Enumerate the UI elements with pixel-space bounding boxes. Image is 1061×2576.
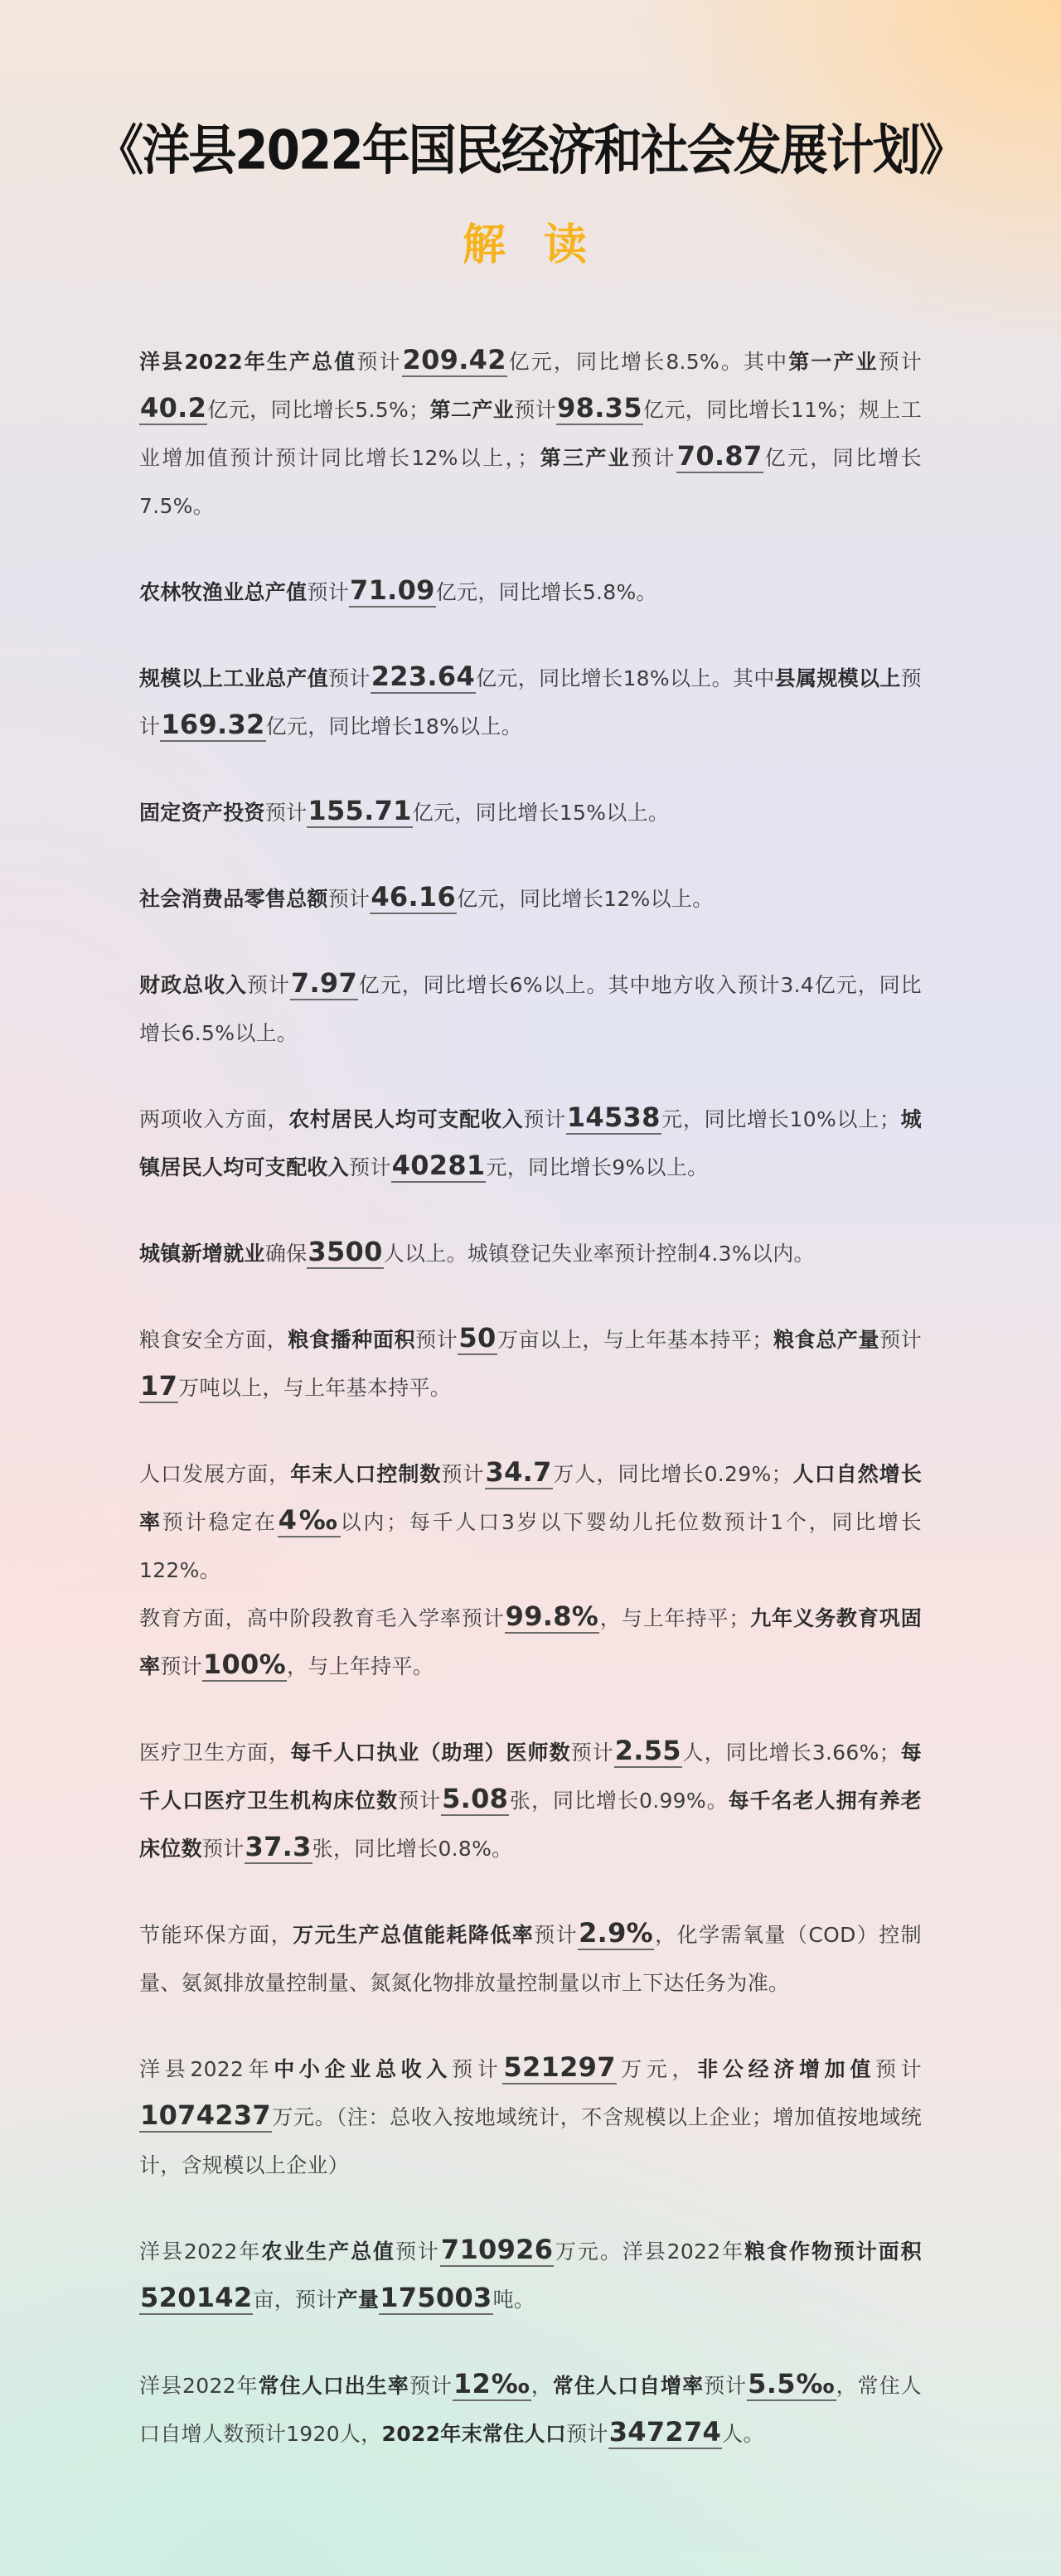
text-run: 亿元，同比增长12%以上。 xyxy=(457,887,714,911)
text-run: 张，同比增长0.99%。 xyxy=(509,1789,729,1813)
bold-term: 万元生产总值能耗降低率 xyxy=(293,1923,535,1947)
bold-term: 常住人口自增率 xyxy=(552,2374,705,2398)
text-run: 亿元，同比增长11%；规上工业增加值预计预计同比增长12%以上，； xyxy=(139,398,922,470)
highlight-number: 175003 xyxy=(380,2282,492,2313)
bold-term: 第三产业 xyxy=(538,446,632,470)
text-run: 预计 xyxy=(398,1789,442,1813)
text-run: 洋县2022年 xyxy=(139,2057,274,2081)
text-run: 预计 xyxy=(879,1328,922,1352)
text-run: 人以上。城镇登记失业率预计控制4.3%以内。 xyxy=(383,1242,815,1266)
text-run: 预计 xyxy=(327,887,371,911)
text-run: 预计 xyxy=(307,580,350,604)
paragraph-gdp xyxy=(139,338,922,530)
text-run: 吨。 xyxy=(492,2288,535,2312)
paragraph-investment xyxy=(139,789,922,837)
text-run: 亿元，同比增长15%以上。 xyxy=(412,801,670,825)
text-run: 万元， xyxy=(616,2057,698,2081)
highlight-number: 12‰ xyxy=(453,2368,530,2399)
page-title: 《洋县2022年国民经济和社会发展计划》 xyxy=(95,118,966,182)
highlight-number: 2.55 xyxy=(614,1735,681,1766)
highlight-number: 37.3 xyxy=(245,1831,312,1862)
text-run: 万吨以上，与上年基本持平。 xyxy=(178,1376,452,1400)
text-run: 预计 xyxy=(566,2422,608,2446)
highlight-number: 1074237 xyxy=(140,2099,271,2131)
highlight-number: 98.35 xyxy=(557,392,642,424)
text-run: 预计稳定在 xyxy=(162,1510,278,1534)
paragraph-employment xyxy=(139,1230,922,1278)
highlight-number: 347274 xyxy=(608,2416,722,2448)
text-run: 预计 xyxy=(409,2374,453,2398)
bold-term: 洋县2022年生产总值 xyxy=(139,350,357,374)
bold-term: 2022年末常住人口 xyxy=(381,2422,567,2446)
highlight-number: 521297 xyxy=(503,2051,616,2083)
text-run: 预计 xyxy=(328,666,371,690)
bold-term: 农林牧渔业总产值 xyxy=(139,580,308,604)
bold-term: 社会消费品零售总额 xyxy=(139,887,328,911)
text-run: 预计 xyxy=(139,666,922,738)
highlight-number: 70.87 xyxy=(676,440,763,472)
text-run: 预计 xyxy=(356,350,402,374)
text-run: 预计 xyxy=(415,1328,458,1352)
text-run: ，与上年持平； xyxy=(599,1606,750,1630)
bold-term: 规模以上工业总产值 xyxy=(139,666,329,690)
bold-term: 中小企业总收入 xyxy=(274,2057,453,2081)
text-run: 预计 xyxy=(201,1837,245,1861)
paragraph-industry xyxy=(139,655,922,751)
text-run: 亿元，同比增长18%以上。其中 xyxy=(476,666,775,690)
highlight-number: 50 xyxy=(458,1322,497,1353)
paragraph-resident xyxy=(139,2362,922,2458)
text-run: 预计 xyxy=(514,398,557,422)
paragraph-sme xyxy=(139,2046,922,2190)
text-run: 万元。（注：总收入按地域统计，不含规模以上企业；增加值按地域统计，含规模以上企业） xyxy=(139,2105,922,2177)
highlight-number: 46.16 xyxy=(371,881,457,913)
text-run: 亿元，同比增长5.5%； xyxy=(207,398,430,422)
text-run: 预计 xyxy=(452,2057,503,2081)
bold-term: 每千人口医疗卫生机构床位数 xyxy=(139,1741,922,1813)
paragraph-agriculture xyxy=(139,569,922,617)
highlight-number: 40.2 xyxy=(140,392,207,424)
text-run: 万元。洋县2022年 xyxy=(554,2239,745,2264)
text-run: 万亩以上，与上年基本持平； xyxy=(497,1328,773,1352)
bold-term: 九年义务教育巩固率 xyxy=(139,1606,922,1678)
report-content xyxy=(139,338,922,2496)
text-run: 预计 xyxy=(246,973,290,997)
bold-term: 非公经济增加值 xyxy=(697,2057,875,2081)
highlight-number: 71.09 xyxy=(350,574,435,606)
highlight-number: 710926 xyxy=(440,2234,554,2265)
bold-term: 城镇新增就业 xyxy=(139,1242,265,1266)
highlight-number: 99.8% xyxy=(505,1600,599,1632)
text-run: 预计 xyxy=(534,1923,579,1947)
bold-term: 第一产业 xyxy=(788,350,879,374)
page-subtitle: 解 读 xyxy=(462,220,599,270)
paragraph-retail xyxy=(139,875,922,923)
text-run: 预计 xyxy=(875,2057,922,2081)
text-run: 人，同比增长3.66%； xyxy=(681,1741,900,1765)
text-run: 预计 xyxy=(264,801,308,825)
bold-term: 产量 xyxy=(337,2288,380,2312)
highlight-number: 209.42 xyxy=(402,344,506,375)
text-run: 洋县2022年 xyxy=(139,2374,259,2398)
text-run: 亩，预计 xyxy=(253,2288,337,2312)
text-run: 预计 xyxy=(523,1107,566,1131)
text-run: 节能环保方面， xyxy=(139,1923,293,1947)
highlight-number: 17 xyxy=(140,1370,178,1402)
text-run: 亿元，同比增长5.8%。 xyxy=(435,580,657,604)
highlight-number: 520142 xyxy=(140,2282,253,2313)
paragraph-energy xyxy=(139,1911,922,2007)
text-run: 预计 xyxy=(631,446,676,470)
text-run: 洋县2022年 xyxy=(139,2239,262,2264)
text-run: 医疗卫生方面， xyxy=(139,1741,291,1765)
text-run: 预计 xyxy=(704,2374,748,2398)
highlight-number: 3500 xyxy=(308,1236,383,1267)
bold-term: 年末人口控制数 xyxy=(290,1462,442,1486)
highlight-number: 4‰ xyxy=(278,1504,340,1536)
text-run: 预计 xyxy=(395,2239,440,2264)
highlight-number: 34.7 xyxy=(485,1456,552,1488)
text-run: 粮食安全方面， xyxy=(139,1328,288,1352)
bold-term: 城镇居民人均可支配收入 xyxy=(139,1107,922,1179)
bold-term: 县属规模以上 xyxy=(774,666,901,690)
highlight-number: 155.71 xyxy=(308,795,412,826)
text-run: 两项收入方面， xyxy=(139,1107,289,1131)
bold-term: 固定资产投资 xyxy=(139,801,265,825)
bold-term: 农业生产总值 xyxy=(261,2239,395,2264)
bold-term: 粮食总产量 xyxy=(773,1328,880,1352)
bold-term: 常住人口出生率 xyxy=(258,2374,409,2398)
paragraph-farm_output xyxy=(139,2228,922,2324)
paragraph-revenue xyxy=(139,961,922,1058)
bold-term: 财政总收入 xyxy=(139,973,247,997)
bold-term: 农村居民人均可支配收入 xyxy=(288,1107,524,1131)
text-run: 教育方面，高中阶段教育毛入学率预计 xyxy=(139,1606,505,1630)
text-run: 人口发展方面， xyxy=(139,1462,291,1486)
text-run: 亿元，同比增长7.5%。 xyxy=(139,446,922,518)
text-run: 元，同比增长10%以上； xyxy=(661,1107,901,1131)
text-run: ，化学需氧量（COD）控制量、氨氮排放量控制量、氮氮化物排放量控制量以市上下达任务为准。 xyxy=(139,1923,922,1995)
text-run: ，与上年持平。 xyxy=(286,1654,434,1678)
text-run: 确保 xyxy=(264,1242,308,1266)
highlight-number: 223.64 xyxy=(371,661,476,692)
highlight-number: 7.97 xyxy=(290,967,358,999)
paragraph-health xyxy=(139,1729,922,1873)
text-run: 张，同比增长0.8%。 xyxy=(312,1837,513,1861)
paragraph-education xyxy=(139,1595,922,1691)
text-run: 亿元，同比增长18%以上。 xyxy=(265,714,523,738)
text-run: 人。 xyxy=(722,2422,764,2446)
paragraph-income xyxy=(139,1096,922,1192)
text-run: 亿元，同比增长6%以上。其中地方收入预计3.4亿元，同比增长6.5%以上。 xyxy=(139,973,922,1045)
paragraph-population xyxy=(139,1450,922,1595)
text-run: ， xyxy=(530,2374,553,2398)
text-run: 预计 xyxy=(570,1741,614,1765)
highlight-number: 100% xyxy=(202,1649,286,1680)
bold-term: 每千名老人拥有养老床位数 xyxy=(139,1789,922,1861)
text-run: ，常住人口自增人数预计1920人， xyxy=(139,2374,922,2446)
text-run: 预计 xyxy=(349,1155,391,1179)
text-run: 元，同比增长9%以上。 xyxy=(486,1155,709,1179)
highlight-number: 40281 xyxy=(391,1150,486,1181)
text-run: 万人，同比增长0.29%； xyxy=(552,1462,792,1486)
text-run: 亿元，同比增长8.5%。其中 xyxy=(506,350,789,374)
bold-term: 每千人口执业（助理）医师数 xyxy=(290,1741,571,1765)
paragraph-grain xyxy=(139,1316,922,1412)
bold-term: 人口自然增长率 xyxy=(139,1462,922,1534)
text-run: 预计 xyxy=(441,1462,485,1486)
text-run: 预计 xyxy=(160,1654,202,1678)
highlight-number: 169.32 xyxy=(161,709,265,740)
bold-term: 粮食作物预计面积 xyxy=(744,2239,922,2264)
text-run: 预计 xyxy=(878,350,923,374)
highlight-number: 5.5‰ xyxy=(748,2368,836,2399)
bold-term: 粮食播种面积 xyxy=(288,1328,416,1352)
text-run: 以内；每千人口3岁以下婴幼儿托位数预计1个，同比增长122%。 xyxy=(139,1510,922,1582)
highlight-number: 14538 xyxy=(566,1102,661,1133)
highlight-number: 5.08 xyxy=(442,1783,509,1814)
bold-term: 第二产业 xyxy=(429,398,515,422)
highlight-number: 2.9% xyxy=(579,1917,654,1949)
